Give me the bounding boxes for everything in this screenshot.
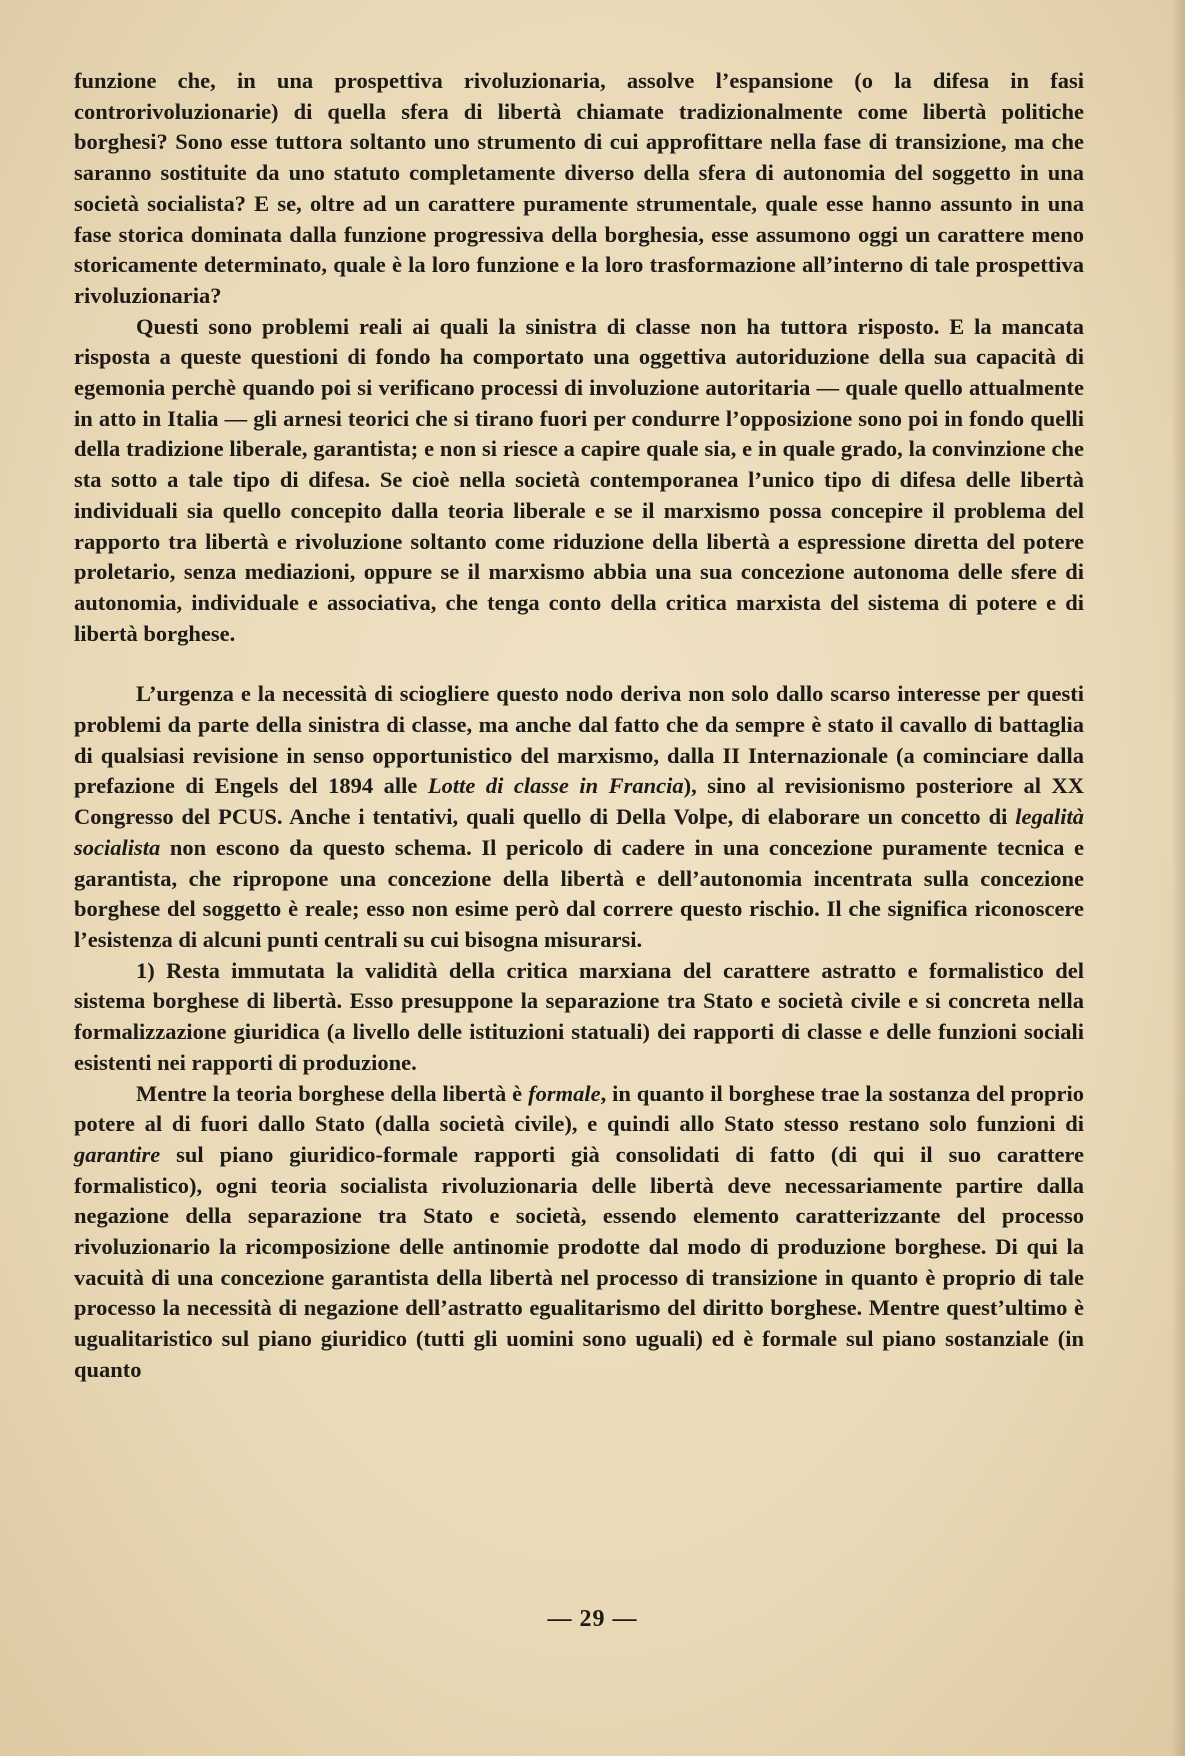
italic-term: legalità socialista <box>74 804 1084 860</box>
text-segment: 1) Resta immutata la validità della critica marxiana del carattere astratto e formalistico del sistema borghese di libertà. Esso presuppone la separazione tra Stato e società civile e si concreta nella formalizzazione giuridica (a livello delle istituzioni statuali) dei rapporti di classe e delle funzioni sociali esistenti nei rapporti di produzione. <box>74 957 1084 1075</box>
italic-term: garantire <box>74 1141 161 1167</box>
paragraph <box>74 956 1084 1079</box>
paragraph <box>74 312 1084 650</box>
paragraph <box>74 66 1084 312</box>
paragraph <box>74 1079 1084 1386</box>
text-segment: sul piano giuridico-formale rapporti già consolidati di fatto (di qui il suo carattere formalistico), ogni teoria socialista rivoluzionaria delle libertà deve necessariamente partire dalla negazione della separazione tra Stato e società, essendo elemento caratterizzante del processo rivoluzionario la ricomposizione delle antinomie prodotte dal modo di produzione borghese. Di qui la vacuità di una concezione garantista della libertà nel processo di transizione in quanto è proprio di tale processo la necessità di negazione dell’astratto egualitarismo del diritto borghese. Mentre quest’ultimo è ugualitaristico sul piano giuridico (tutti gli uomini sono uguali) ed è formale sul piano sostanziale (in quanto <box>74 1141 1084 1382</box>
page-edge-shadow <box>1171 0 1185 1756</box>
text-segment: ), sino al revisionismo posteriore al XX Congresso del PCUS. Anche i tentativi, quali quello di Della Volpe, di elaborare un concetto di <box>74 773 1084 830</box>
text-segment: non escono da questo schema. Il pericolo di cadere in una concezione puramente tecnica e garantista, che ripropone una concezione della libertà e dell’autonomia incentrata sulla concezione borghese del soggetto è reale; esso non esime però dal correre questo rischio. Il che significa riconoscere l’esistenza di alcuni punti centrali su cui bisogna misurarsi. <box>74 834 1084 952</box>
text-segment: , in quanto il borghese trae la sostanza del proprio potere al di fuori dallo Stato (dalla società civile), e quindi allo Stato stesso restano solo funzioni di <box>74 1080 1084 1137</box>
text-segment: Mentre la teoria borghese della libertà è <box>136 1080 529 1106</box>
body-text <box>74 66 1084 1386</box>
text-segment: L’urgenza e la necessità di sciogliere questo nodo deriva non solo dallo scarso interesse per questi problemi da parte della sinistra di classe, ma anche dal fatto che da sempre è stato il cavallo di battaglia di qualsiasi revisione in senso opportunistico del marxismo, dalla II Internazionale (a cominciare dalla prefazione di Engels del 1894 alle <box>74 681 1084 799</box>
page-number: — 29 — <box>547 1606 638 1632</box>
italic-term: formale <box>528 1080 601 1106</box>
text-segment: funzione che, in una prospettiva rivoluzionaria, assolve l’espansione (o la difesa in fasi controrivoluzionarie) di quella sfera di libertà chiamate tradizionalmente come libertà politiche borghesi? Sono esse tuttora soltanto uno strumento di cui approfittare nella fase di transizione, ma che saranno sostituite da uno statuto completamente diverso della sfera di autonomia del soggetto in una società socialista? E se, oltre ad un carattere puramente strumentale, quale esse hanno assunto in una fase storica dominata dalla funzione progressiva della borghesia, esse assumono oggi un carattere meno storicamente determinato, quale è la loro funzione e la loro trasformazione all’interno di tale prospettiva rivoluzionaria? <box>74 68 1084 308</box>
text-segment: Questi sono problemi reali ai quali la sinistra di classe non ha tuttora risposto. E la mancata risposta a queste questioni di fondo ha comportato una oggettiva autoriduzione della sua capacità di egemonia perchè quando poi si verificano processi di involuzione autoritaria — quale quello attualmente in atto in Italia — gli arnesi teorici che si tirano fuori per condurre l’opposizione sono poi in fondo quelli della tradizione liberale, garantista; e non si riesce a capire quale sia, e in quale grado, la convinzione che sta sotto a tale tipo di difesa. Se cioè nella società contemporanea l’unico tipo di difesa delle libertà individuali sia quello concepito dalla teoria liberale e se il marxismo possa concepire il problema del rapporto tra libertà e rivoluzione soltanto come riduzione della libertà a espressione diretta del potere proletario, senza mediazioni, oppure se il marxismo abbia una sua concezione autonoma delle sfere di autonomia, individuale e associativa, che tenga conto della critica marxista del sistema di potere e di libertà borghese. <box>74 313 1084 646</box>
paragraph <box>74 679 1084 955</box>
italic-title: Lotte di classe in Francia <box>427 773 684 799</box>
